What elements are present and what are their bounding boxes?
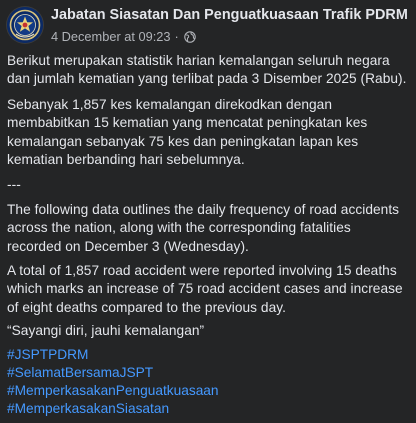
- hashtag-link[interactable]: #MemperkasakanSiasatan: [7, 401, 170, 416]
- post-header: [7, 0, 408, 47]
- post-paragraph-2: Sebanyak 1,857 kes kemalangan direkodkan dengan membabitkan 15 kematian yang mencatat peningkatan kes kemalangan sebanyak 75 kes dan peningkatan lapan kes kematian berbanding hari sebelumnya.: [7, 97, 368, 168]
- post-paragraph-3: The following data outlines the daily frequency of road accidents across the nation, along with the corresponding fatalities recorded on December 3 (Wednesday).: [7, 202, 400, 254]
- hashtag-link[interactable]: #JSPTPDRM: [7, 347, 89, 362]
- hashtag-link[interactable]: #MemperkasakanPenguatkuasaan: [7, 383, 219, 398]
- page-avatar[interactable]: [7, 7, 43, 43]
- post-timestamp-link[interactable]: 4 December at 09:23: [51, 29, 171, 44]
- post-divider-text: ---: [7, 177, 21, 192]
- post-meta: [51, 29, 196, 44]
- post-paragraph-4: A total of 1,857 road accident were reported involving 15 deaths which marks an increase of 75 road accident cases and increase of eight deaths compared to the previous day.: [7, 263, 403, 315]
- hashtag-link[interactable]: #SelamatBersamaJSPT: [7, 365, 154, 380]
- pdrm-crest-icon: [7, 7, 43, 43]
- post-paragraph-1: Berikut merupakan statistik harian kemalangan seluruh negara dan jumlah kematian yang terlibat pada 3 Disember 2025 (Rabu).: [7, 53, 407, 87]
- post-quote: “Sayangi diri, jauhi kemalangan”: [7, 323, 205, 338]
- meta-separator: ·: [174, 29, 179, 44]
- globe-icon[interactable]: [184, 31, 196, 43]
- page-name-link[interactable]: Jabatan Siasatan Dan Penguatkuasaan Trafik PDRM: [51, 7, 408, 23]
